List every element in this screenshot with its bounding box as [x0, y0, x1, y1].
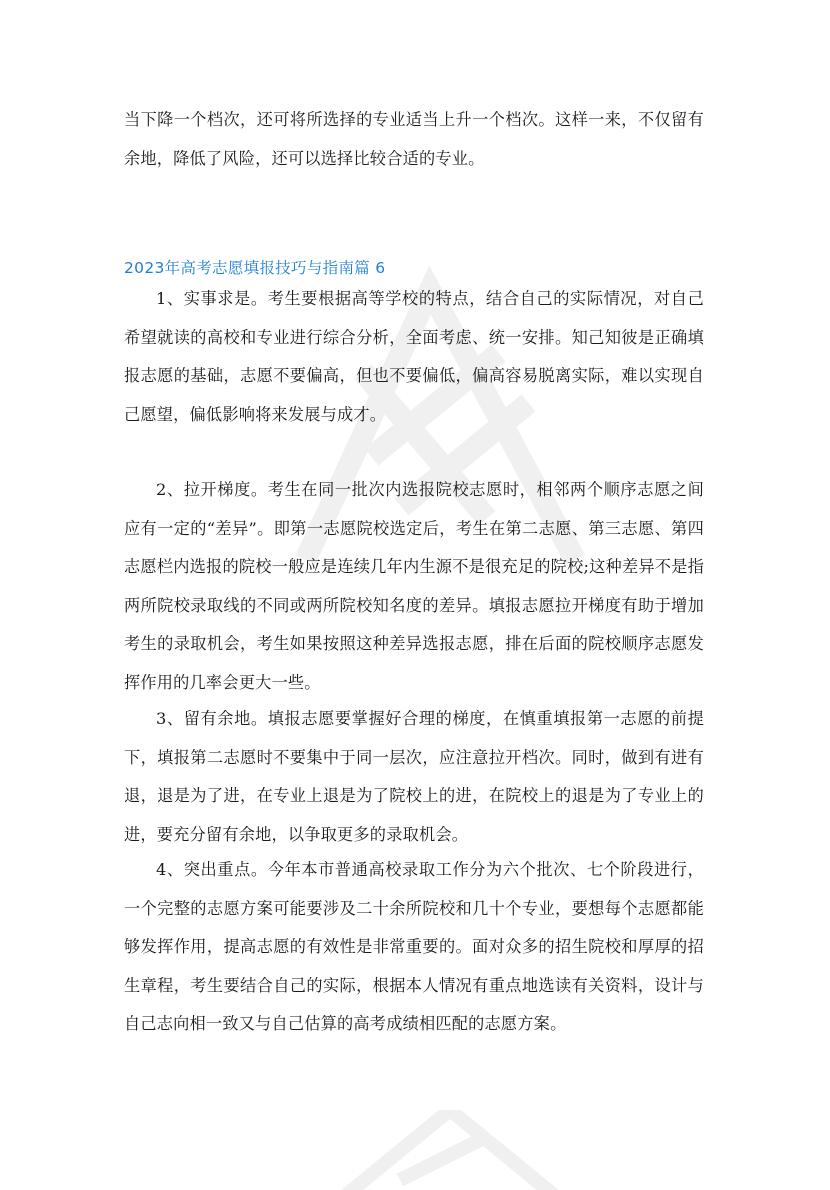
paragraph-1: 1、实事求是。考生要根据高等学校的特点，结合自己的实际情况，对自己希望就读的高校和专业进行综合分析，全面考虑、统一安排。知己知彼是正确填报志愿的基础，志愿不要偏高，但也不要偏低，偏高容易脱离实际，难以实现自己愿望，偏低影响将来发展与成才。: [124, 289, 704, 424]
section-title: 2023年高考志愿填报技巧与指南篇 6: [124, 259, 386, 277]
paragraph-4: 4、突出重点。今年本市普通高校录取工作分为六个批次、七个阶段进行，一个完整的志愿方案可能要涉及二十余所院校和几十个专业，要想每个志愿都能够发挥作用，提高志愿的有效性是非常重要的。面对众多的招生院校和厚厚的招生章程，考生要结合自己的实际，根据本人情况有重点地选读有关资料，设计与自己志向相一致又与自己估算的高考成绩相匹配的志愿方案。: [124, 860, 704, 1033]
paragraph-2: 2、拉开梯度。考生在同一批次内选报院校志愿时，相邻两个顺序志愿之间应有一定的“差异”。即第一志愿院校选定后，考生在第二志愿、第三志愿、第四志愿栏内选报的院校一般应是连续几年内生源不是很充足的院校;这种差异不是指两所院校录取线的不同或两所院校知名度的差异。填报志愿拉开梯度有助于增加考生的录取机会，考生如果按照这种差异选报志愿，排在后面的院校顺序志愿发挥作用的几率会更大一些。: [124, 480, 704, 692]
paragraph-3: 3、留有余地。填报志愿要掌握好合理的梯度，在慎重填报第一志愿的前提下，填报第二志愿时不要集中于同一层次，应注意拉开档次。同时，做到有进有退，退是为了进，在专业上退是为了院校上的进，在院校上的退是为了专业上的进，要充分留有余地，以争取更多的录取机会。: [124, 709, 704, 844]
continuation-paragraph: 当下降一个档次，还可将所选择的专业适当上升一个档次。这样一来，不仅留有余地，降低了风险，还可以选择比较合适的专业。: [124, 110, 704, 168]
watermark-logo-icon: [300, 1110, 600, 1190]
